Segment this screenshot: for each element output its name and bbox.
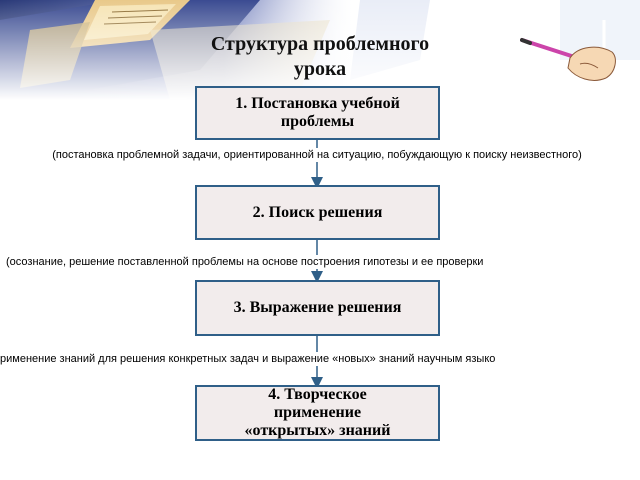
title-line-2: урока bbox=[293, 58, 347, 80]
step-box-3 bbox=[195, 280, 440, 336]
step-description-1: (постановка проблемной задачи, ориентированной на ситуацию, побуждающую к поиску неизвестного) bbox=[36, 148, 598, 162]
step-description-3: рименение знаний для решения конкретных задач и выражение «новых» знаний научным языко bbox=[0, 352, 640, 366]
step-description-2: (осознание, решение поставленной проблемы на основе построения гипотезы и ее проверки bbox=[6, 255, 636, 269]
step-box-1 bbox=[195, 86, 440, 140]
page-title bbox=[160, 32, 480, 82]
step-label-4: 4. Творческое применение «открытых» знаний bbox=[244, 386, 391, 439]
title-line-1: Структура проблемного bbox=[210, 33, 430, 55]
step-label-1: 1. Постановка учебной проблемы bbox=[235, 95, 400, 130]
step-label-2: 2. Поиск решения bbox=[252, 203, 383, 221]
step-box-2 bbox=[195, 185, 440, 240]
step-label-3: 3. Выражение решения bbox=[233, 299, 402, 316]
step-box-4 bbox=[195, 385, 440, 441]
